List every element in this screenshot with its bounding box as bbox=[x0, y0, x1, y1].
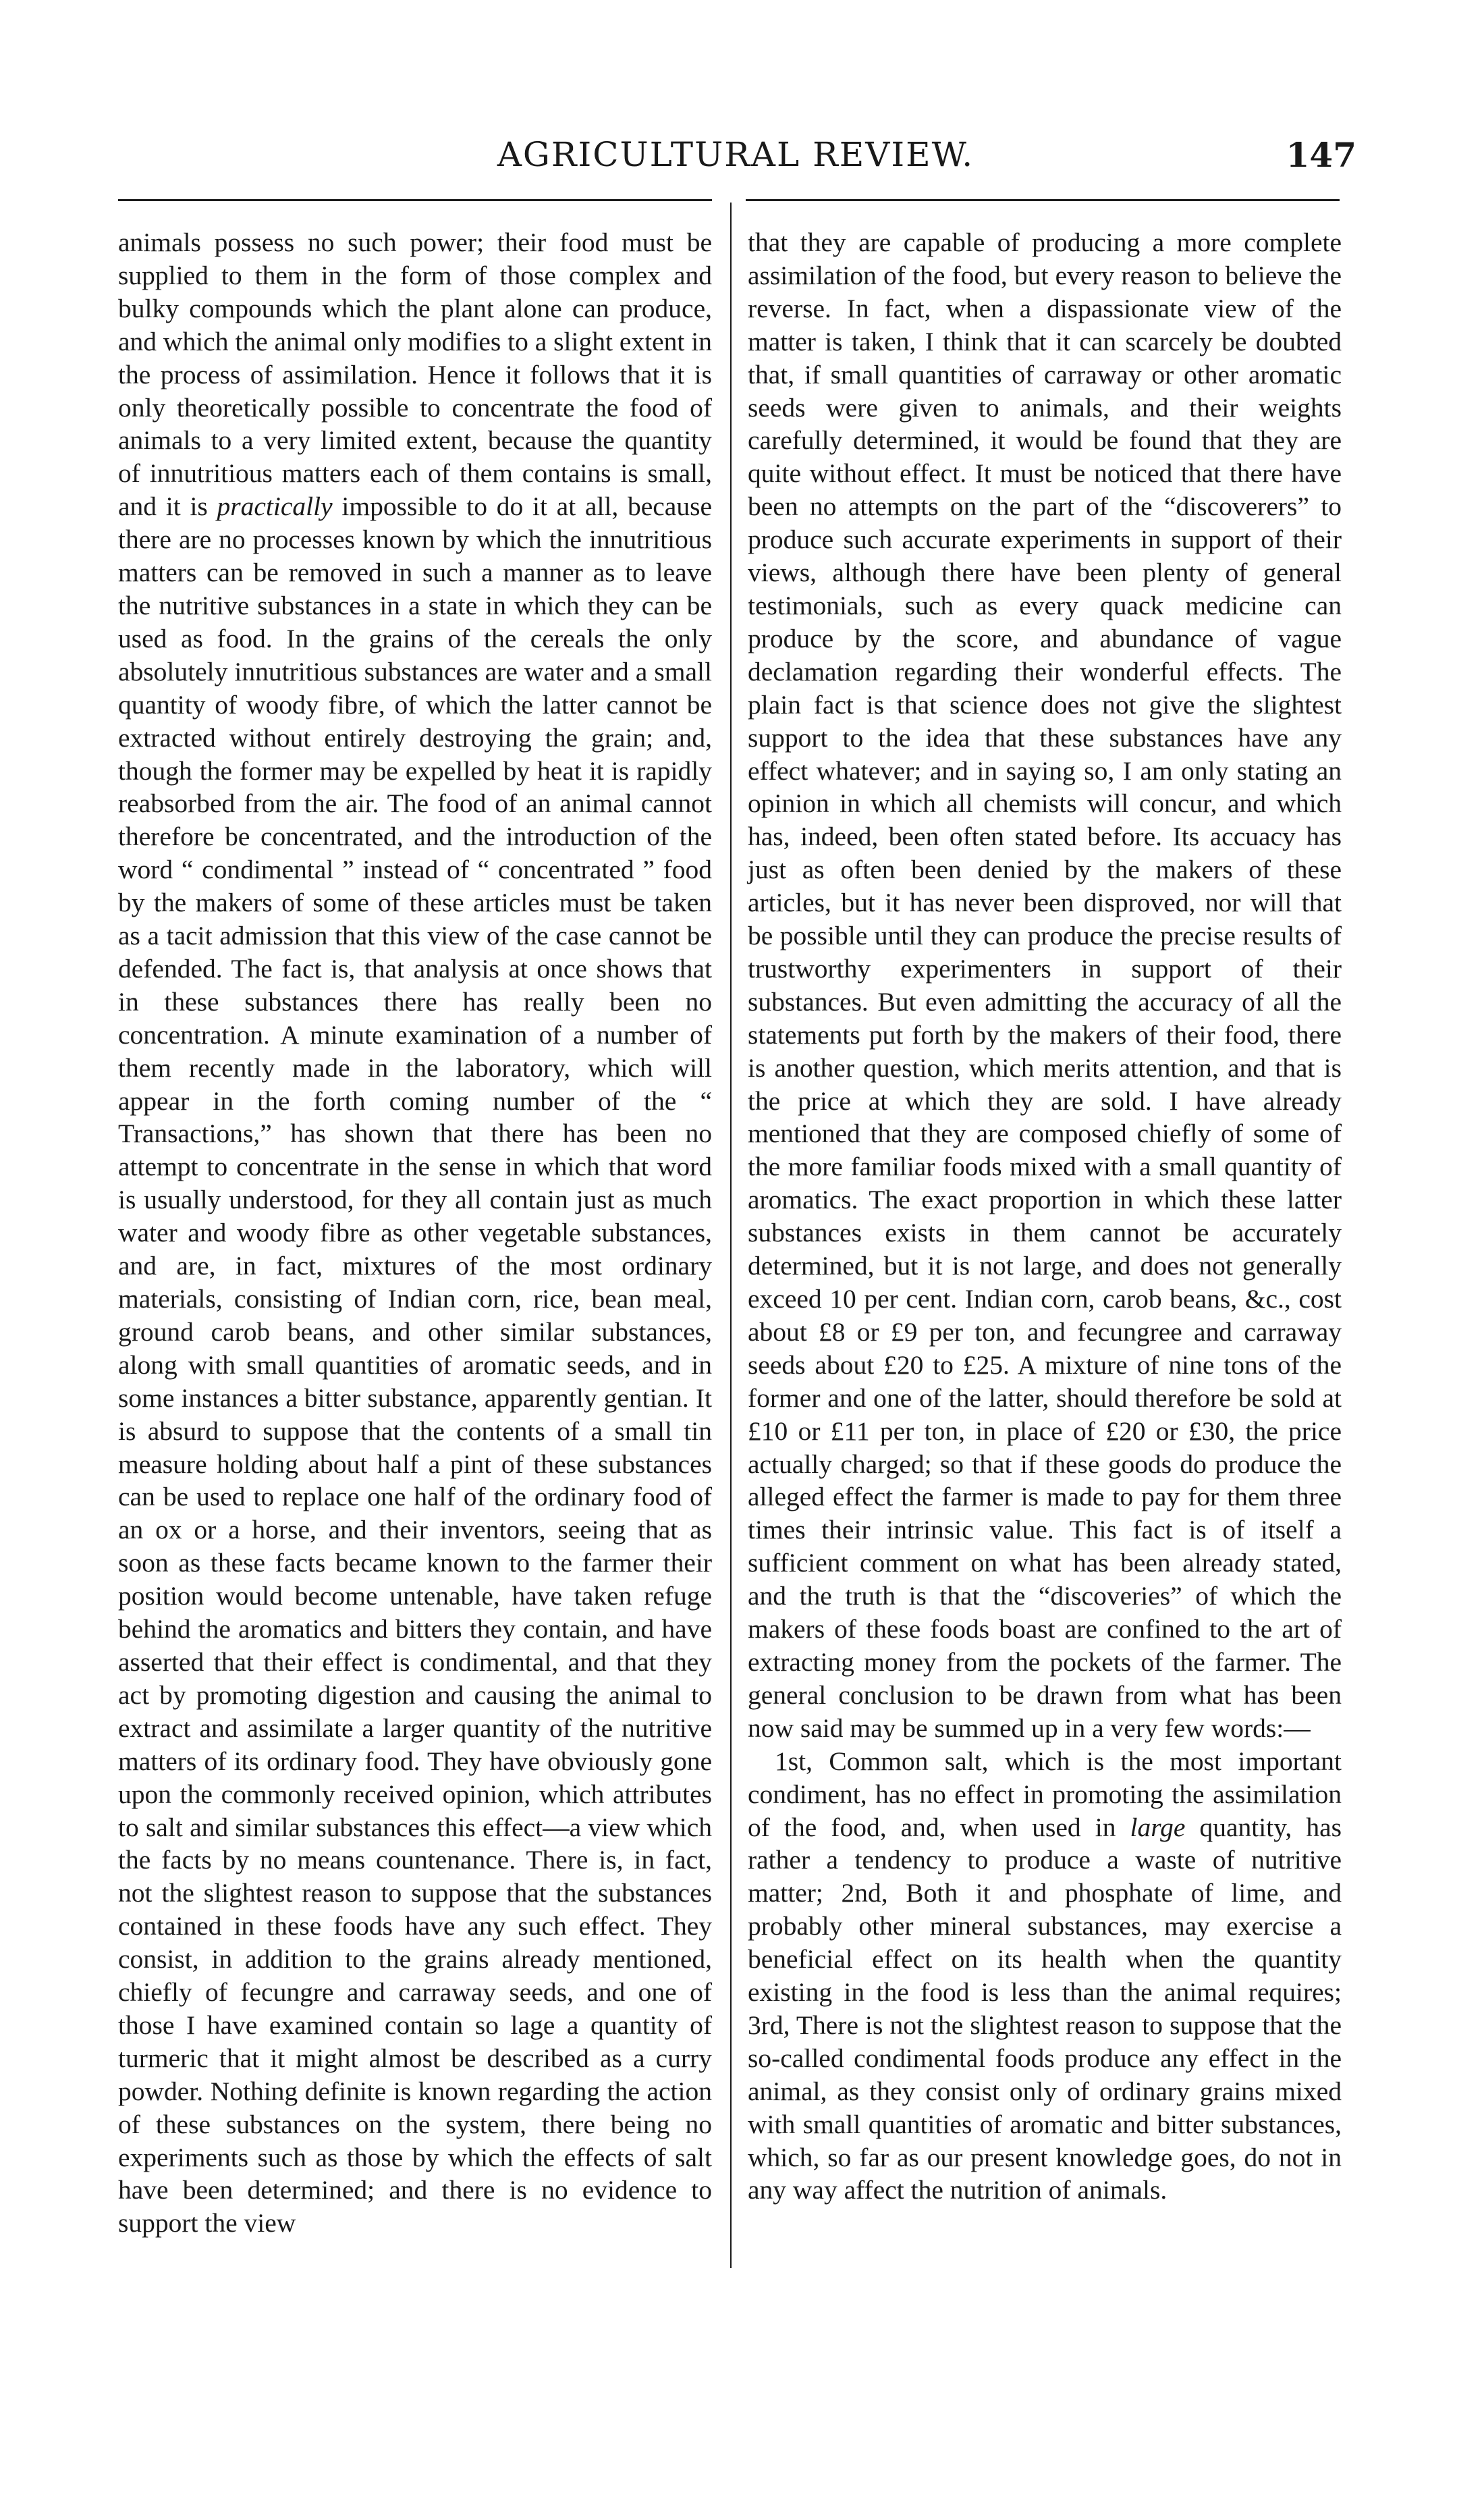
text-run: animals possess no such power; their food must be supplied to them in the form of those complex and bulky compounds which the plant alone can produce, and which the animal only modifies to a slight extent in the process of assimilation. Hence it follows that it is only theoretically possible to concentrate the food of animals to a very limited extent, because the quantity of innutritious matters each of them contains is small, and it is bbox=[118, 227, 712, 522]
header-rule-right bbox=[746, 199, 1340, 201]
right-column bbox=[748, 226, 1342, 2207]
column-divider bbox=[730, 203, 732, 2268]
paragraph: that they are capable of producing a more complete assimilation of the food, but every reason to believe the reverse. In fact, when a dispassionate view of the matter is taken, I think that it can scarcely be doubted that, if small quantities of carraway or other aromatic seeds were given to animals, and their weights carefully determined, it would be found that they are quite without effect. It must be noticed that there have been no attempts on the part of the “discoverers” to produce such accurate experiments in support of their views, although there have been plenty of general testimonials, such as every quack medicine can produce by the score, and abundance of vague declamation regarding their wonderful effects. The plain fact is that science does not give the slightest support to the idea that these substances have any effect whatever; and in saying so, I am only stating an opinion in which all chemists will concur, and which has, indeed, been often stated before. Its accuacy has just as often been denied by the makers of these articles, but it has never been disproved, nor will that be possible until they can produce the precise results of trustworthy experimenters in support of their substances. But even admitting the accuracy of all the statements put forth by the makers of their food, there is another question, which merits attention, and that is the price at which they are sold. I have already mentioned that they are composed chiefly of some of the more familiar foods mixed with a small quantity of aromatics. The exact proportion in which these latter substances exists in them cannot be accurately determined, but it is not large, and does not generally exceed 10 per cent. Indian corn, carob beans, &c., cost about £8 or £9 per ton, and fecungree and carraway seeds about £20 to £25. A mixture of nine tons of the former and one of the latter, should therefore be sold at £10 or £11 per ton, in place of £20 or £30, the price actually charged; so that if these goods do produce the alleged effect the farmer is made to pay for them three times their intrinsic value. This fact is of itself a sufficient comment on what has been already stated, and the truth is that the “discoveries” of which the makers of these foods boast are confined to the art of extracting money from the pockets of the farmer. The general conclusion to be drawn from what has been now said may be summed up in a very few words:— bbox=[748, 227, 1342, 1743]
left-column bbox=[118, 226, 712, 2240]
text-run: 1st, Common salt, which is the most important condiment, has no effect in promoting the assimilation of the food, and, when used in bbox=[748, 1746, 1342, 1842]
italic-text: large bbox=[1130, 1812, 1186, 1842]
page-header bbox=[115, 128, 1356, 189]
italic-text: practically bbox=[217, 491, 333, 522]
running-title: AGRICULTURAL REVIEW. bbox=[497, 135, 974, 174]
paragraph bbox=[748, 1745, 1342, 2207]
paragraph bbox=[118, 226, 712, 2240]
page-number: 147 bbox=[1286, 135, 1356, 175]
text-run: quantity, has rather a tendency to produce a waste of nutritive matter; 2nd, Both it and phosphate of lime, and probably other mineral substances, may exercise a beneficial effect on its health when the quantity existing in the food is less than the animal requires; 3rd, There is not the slightest reason to suppose that the so-called condimental foods produce any effect in the animal, as they consist only of ordinary grains mixed with small quantities of aromatic and bitter substances, which, so far as our present knowledge goes, do not in any way affect the nutrition of animals. bbox=[748, 1812, 1342, 2205]
text-run: impossible to do it at all, because there are no processes known by which the innutritious matters can be removed in such a manner as to leave the nutritive substances in a state in which they can be used as food. In the grains of the cereals the only absolutely innutritious substances are water and a small quantity of woody fibre, of which the latter cannot be extracted without entirely destroying the grain; and, though the former may be expelled by heat it is rapidly reabsorbed from the air. The food of an animal cannot therefore be concentrated, and the introduction of the word “ condimental ” instead of “ concentrated ” food by the makers of some of these articles must be taken as a tacit admission that this view of the case cannot be defended. The fact is, that analysis at once shows that in these substances there has really been no concentration. A minute examination of a number of them recently made in the laboratory, which will appear in the forth coming number of the “ Transactions,” has shown that there has been no attempt to concentrate in the sense in which that word is usually understood, for they all contain just as much water and woody fibre as other vegetable substances, and are, in fact, mixtures of the most ordinary materials, consisting of Indian corn, rice, bean meal, ground carob beans, and other similar substances, along with small quantities of aromatic seeds, and in some instances a bitter substance, apparently gentian. It is absurd to suppose that the contents of a small tin measure holding about half a pint of these substances can be used to replace one half of the ordinary food of an ox or a horse, and their inventors, seeing that as soon as these facts became known to the farmer their position would become untenable, have taken refuge behind the aromatics and bitters they contain, and have asserted that their effect is condimental, and that they act by promoting digestion and causing the animal to extract and assimilate a larger quantity of the nutritive matters of its ordinary food. They have obviously gone upon the commonly received opinion, which attributes to salt and similar substances this effect—a view which the facts by no means countenance. There is, in fact, not the slightest reason to suppose that the substances contained in these foods have any such effect. They consist, in addition to the grains already mentioned, chiefly of fecungre and carraway seeds, and one of those I have examined contain so lage a quantity of turmeric that it might almost be described as a curry powder. Nothing definite is known regarding the action of these substances on the system, there being no experiments such as those by which the effects of salt have been determined; and there is no evidence to support the view bbox=[118, 491, 712, 2238]
header-rule-left bbox=[118, 199, 712, 201]
